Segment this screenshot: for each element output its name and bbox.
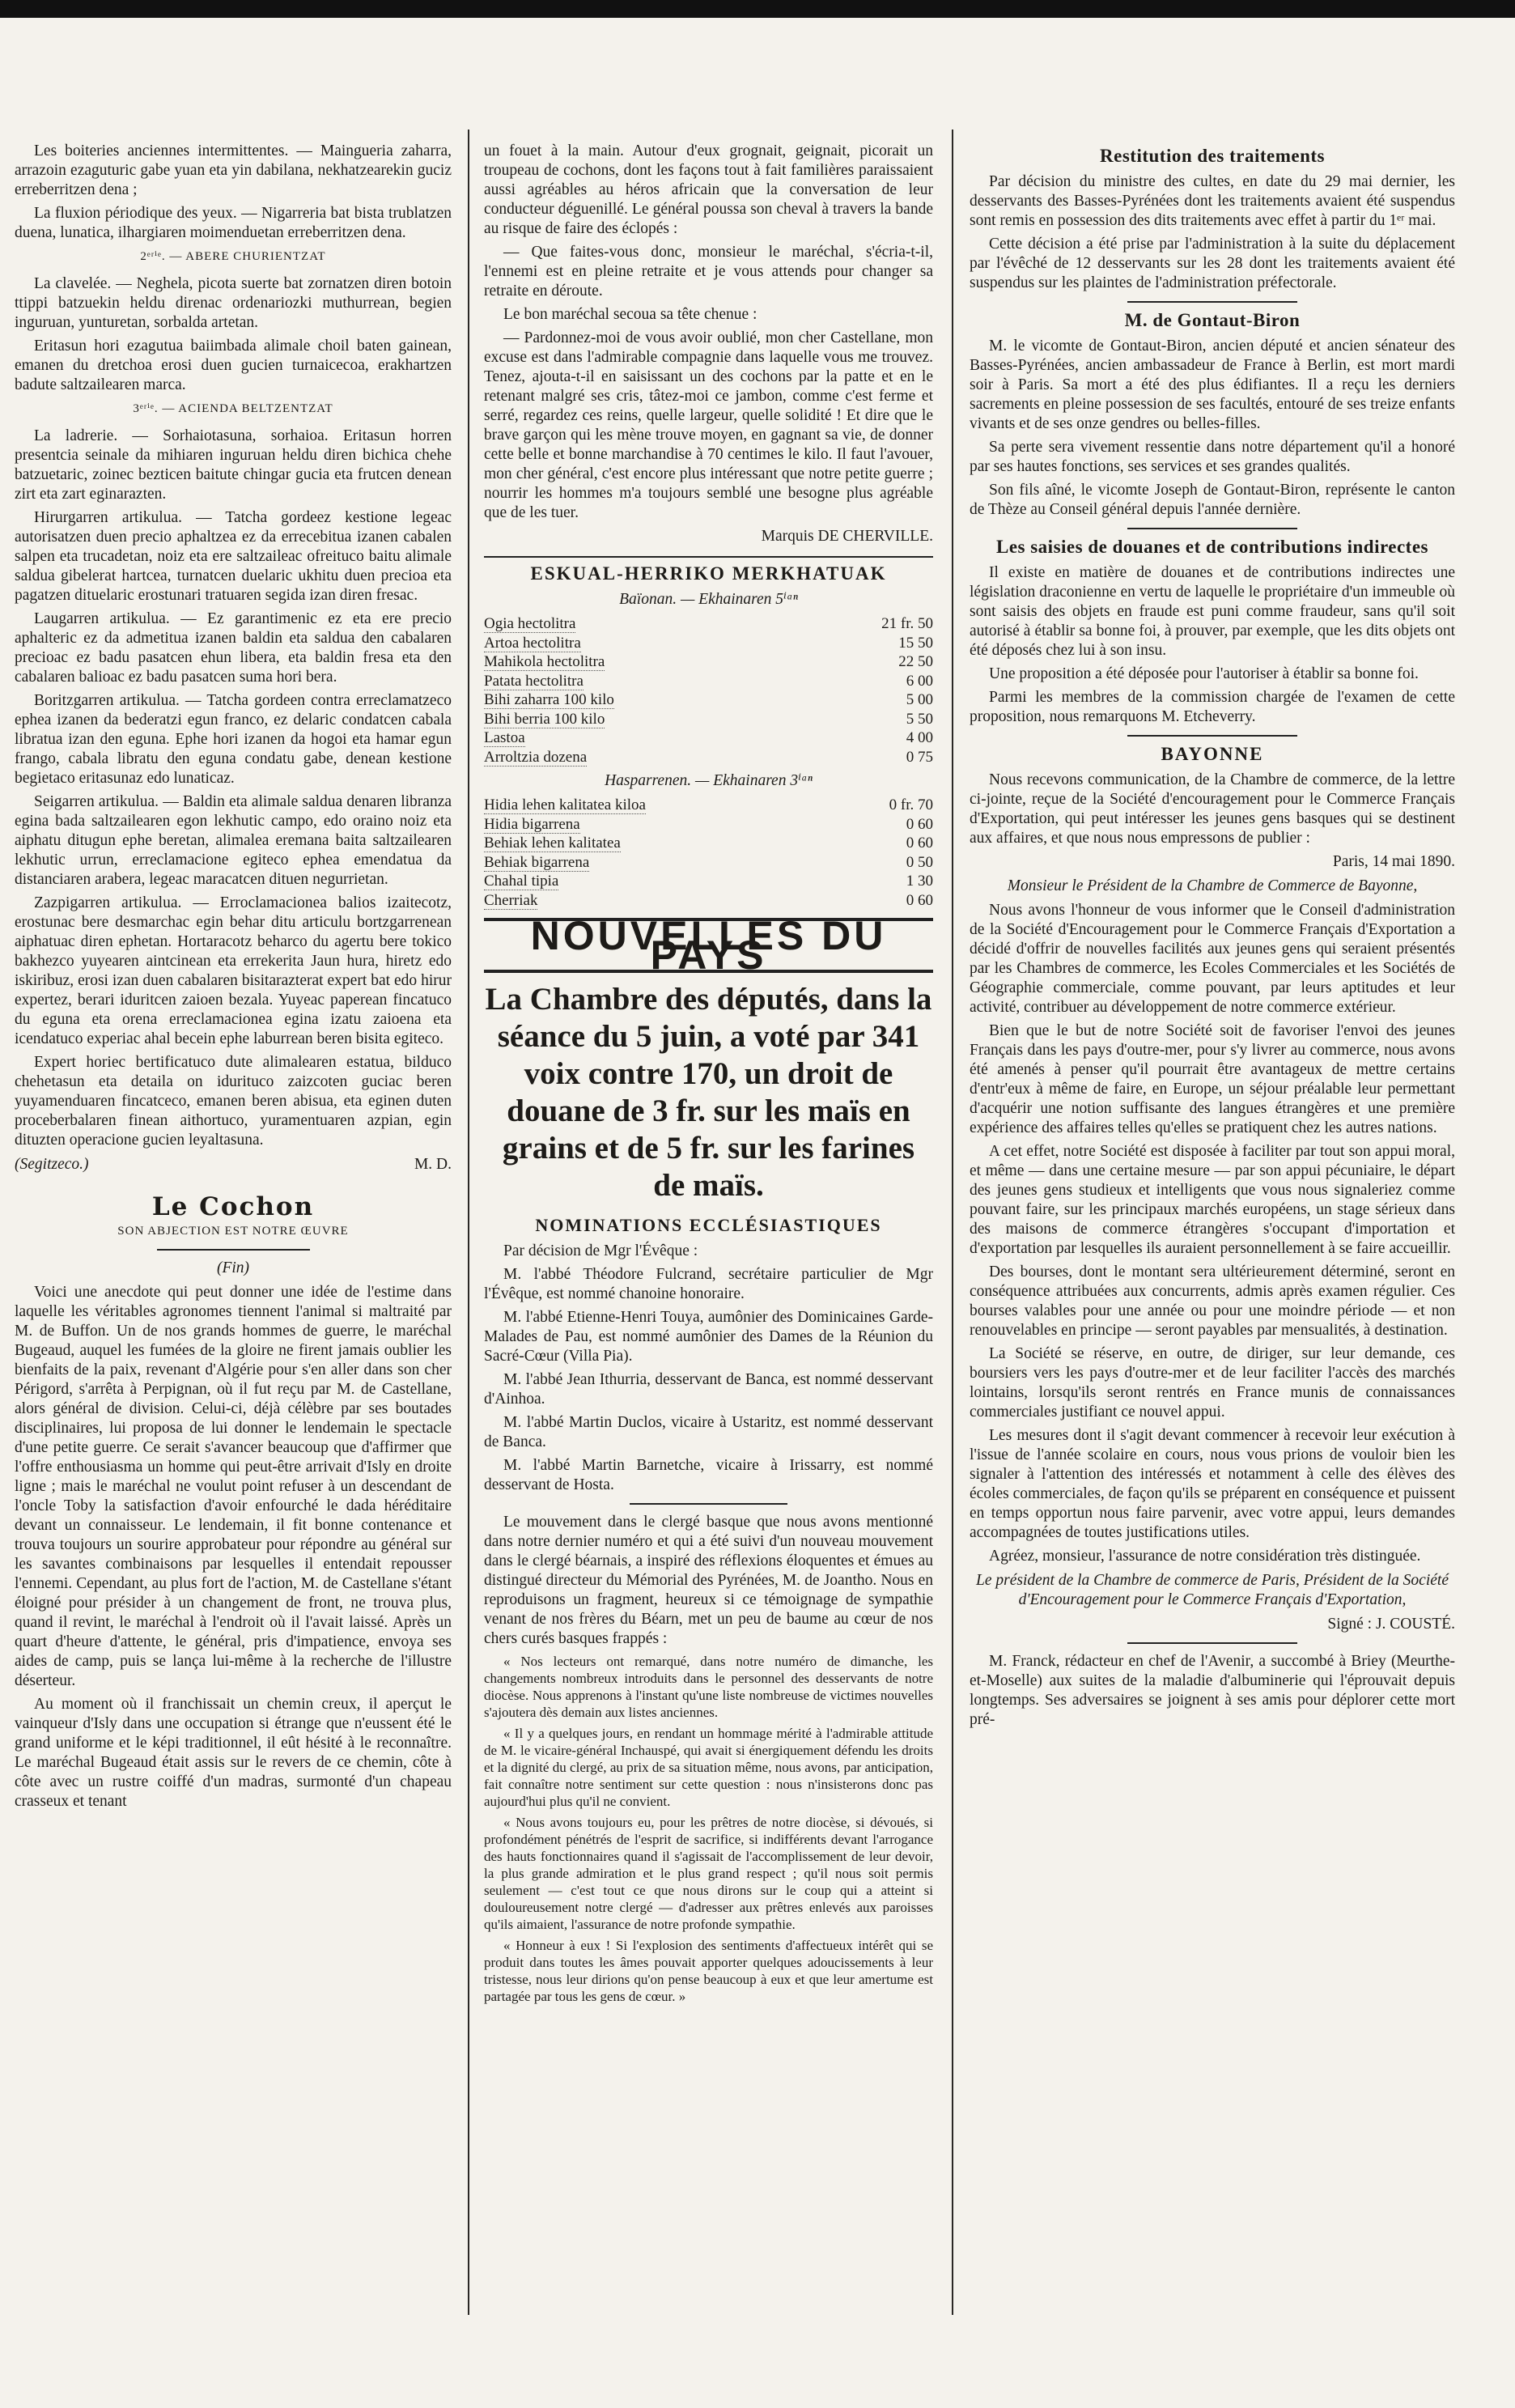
paragraph: M. Franck, rédacteur en chef de l'Avenir, a succombé à Briey (Meurthe-et-Moselle) aux suites de la maladie d'albuminerie qui l'éprouvait depuis longtemps. Ses adversaires se joignent à ses amis pour déplorer cette mort pré- <box>970 1653 1455 1728</box>
divider <box>157 1249 310 1251</box>
market-location-hasparren: Hasparrenen. — Ekhainaren 3ⁱᵃⁿ <box>605 772 813 789</box>
paragraph: Seigarren artikulua. — Baldin eta alimale saldua denaren libranza egina bada saltzailearen egon lekhutic campo, edo oraino noiz eta aiphatu ditugun ephe beretan, alimalea eremana baita saltzailearen lekhutic urrun, erreclamacione egiteco ephea emendatua da distanciaren arabera, legeac maracatcen dituen negurrietan. <box>15 793 452 888</box>
price-item-name: Artoa hectolitra <box>484 634 581 652</box>
price-value: 0 fr. 70 <box>889 796 933 813</box>
nomination-item: M. l'abbé Martin Duclos, vicaire à Ustaritz, est nommé desservant de Banca. <box>484 1414 933 1450</box>
column-rule-left <box>468 130 469 2315</box>
quote-paragraph: « Il y a quelques jours, en rendant un hommage mérité à l'admirable attitude de M. le vicaire-général Inchauspé, qui avait si énergiquement défendu les droits et la dignité du clergé, au prix de sa situation même, nous avons, par anticipation, fait connaître notre sentiment sur cette question : nous n'insisterons donc pas aujourd'hui plus qu'il ne convient. <box>484 1726 933 1809</box>
paragraph: Bien que le but de notre Société soit de favoriser l'envoi des jeunes Français dans les pays d'outre-mer, pour s'y livrer au commerce, nous avons été amenés à penser qu'il pourrait être avantageux de mettre certains d'entr'eux à même de faire, en Europe, un séjour préalable leur permettant d'acquérir une notion suffisante des langues étrangères et une première expérience des affaires telles qu'elles se pratiquent chez les autres nations. <box>970 1022 1455 1136</box>
paragraph: Eritasun hori ezagutua baiimbada alimale choil baten gainean, emanen du dretchoa erosi duen gucien turnaicecoa, erakhartzen badute saltzailearen marca. <box>15 338 452 393</box>
column-3 <box>970 142 1455 1734</box>
paragraph: La fluxion périodique des yeux. — Nigarreria bat bista trublatzen duena, lunatica, ilhargiaren moimenduetan erreberritzen dena. <box>15 205 452 241</box>
price-value: 21 fr. 50 <box>881 615 933 632</box>
paragraph: Le mouvement dans le clergé basque que nous avons mentionné dans notre dernier numéro et qui a été suivi d'un nouveau mouvement dans le clergé béarnais, a inspiré des réflexions éloquentes et émues au distingué directeur du Mémorial des Pyrénées, M. de Joantho. Nous en reproduisons un fragment, heureux si ce témoignage de sympathie venant de nos frères du Béarn, met un peu de baume au cœur de nos chers curés basques frappés : <box>484 1514 933 1647</box>
column-2 <box>484 142 933 2009</box>
paragraph: un fouet à la main. Autour d'eux grognait, geignait, picorait un troupeau de cochons, dont les façons tout à fait familières paraissaient aussi agréables au héros africain que la conversation de leur conducteur déguenillé. Le général poussa son cheval à travers la bande au risque de faire des éclopés : <box>484 142 933 237</box>
column-1 <box>15 142 452 1816</box>
price-item-name: Behiak bigarrena <box>484 853 590 871</box>
nomination-item: M. l'abbé Martin Barnetche, vicaire à Irissarry, est nommé desservant de Hosta. <box>484 1457 933 1493</box>
article-title: Restitution des traitements <box>1100 146 1325 166</box>
section-title: NOUVELLES DU PAYS <box>484 918 933 973</box>
divider <box>630 1503 787 1505</box>
price-value: 6 00 <box>906 672 933 690</box>
paragraph: La clavelée. — Neghela, picota suerte bat zornatzen diren botoin ttippi batzuekin heldu direnac ordenariozki muthurrean, begien inguruan, yunturetan, sorbalda artetan. <box>15 275 452 331</box>
nomination-item: M. l'abbé Etienne-Henri Touya, aumônier des Dominicaines Garde-Malades de Pau, est nommé aumônier des Dames de la Réunion du Sacré-Cœur (Villa Pia). <box>484 1309 933 1365</box>
price-value: 4 00 <box>906 729 933 746</box>
price-item-name: Mahikola hectolitra <box>484 653 605 670</box>
price-row <box>484 815 933 835</box>
price-row <box>484 614 933 634</box>
quote-paragraph: « Honneur à eux ! Si l'explosion des sentiments d'affectueux intérêt qui se produit dans toutes les âmes pouvait apporter quelques adoucissements à leur tristesse, nous leur dirions qu'on pense beaucoup à eux et que leur amertume est partagée par tous les gens de cœur. » <box>484 1938 933 2004</box>
price-item-name: Cherriak <box>484 891 538 909</box>
price-row <box>484 652 933 672</box>
nomination-item: M. l'abbé Jean Ithurria, desservant de Banca, est nommé desservant d'Ainhoa. <box>484 1371 933 1408</box>
letter-date: Paris, 14 mai 1890. <box>1332 853 1455 870</box>
paragraph: — Pardonnez-moi de vous avoir oublié, mon cher Castellane, mon excuse est dans l'admirable compagnie dans laquelle vous me trouvez. Tenez, ajouta-t-il en saisissant un des cochons par la patte et en le retenant malgré ses cris, tâtez-moi ce jambon, comme c'est ferme et serré, regardez ces reins, quelle largeur, quelle solidité ! Et dire que le brave garçon qui les mène trouve moyen, en gagnant sa vie, de donner cette belle et bonne marchandise à 70 centimes le kilo. Il faut l'avouer, mon cher général, c'est encore plus intéressant que notre petite guerre ; nourrir les hommes m'a toujours semblé une besogne plus agréable que de les tuer. <box>484 329 933 521</box>
price-row <box>484 748 933 767</box>
paragraph: Sa perte sera vivement ressentie dans notre département qu'il a honoré par ses hautes fonctions, ses services et ses grandes qualités. <box>970 439 1455 475</box>
paragraph: Les mesures dont il s'agit devant commencer à recevoir leur exécution à l'issue de l'année scolaire en cours, nous vous prions de vouloir bien les signaler à l'attention des intéressés et notamment à celle des élèves des écoles commerciales, de façon qu'ils se préparent en conséquence et puissent en temps opportun nous faire parvenir, avec votre appui, leurs demandes accompagnées de toutes justifications utiles. <box>970 1427 1455 1541</box>
paragraph: Expert horiec bertificatuco dute alimalearen estatua, bilduco chehetasun eta detaila on iduritucо zaizcoten guciac beren yuyamenduaren fincatceco, emanen beren abisua, eta eginen duten proceberbalaren finean aithortuco, yuramentuaren azpian, egin dituzten operacione gucien leyaltasuna. <box>15 1054 452 1149</box>
price-item-name: Lastoa <box>484 729 525 746</box>
market-prices-bayonne <box>484 614 933 767</box>
letter-address: Monsieur le Président de la Chambre de Commerce de Bayonne, <box>1007 877 1418 894</box>
paragraph: Hirurgarren artikulua. — Tatcha gordeez kestione legeac autorisatzen duen precio aphaltzea ez da errecebitua izanen cabalen salpen eta trucadetan, noiz eta ere saltzaileac ofreituco baitu alimale saldua gibelerat hartcea, turnatcen duelaric ukhitu duen precioa eta pagatzen dituelaric erostunari tratuaren segida izan diren fresac. <box>15 509 452 604</box>
price-value: 22 50 <box>898 653 933 670</box>
paragraph: Laugarren artikulua. — Ez garantimenic ez eta ere precio aphalteric ez da admetitua izanen baldin eta saldua den cabalaren precioac ez badu pasatcen ehun libera, eta baldin fresa eta den cabalaren balioac ez badu pasatcen suma hori bera. <box>15 610 452 686</box>
nominations-list <box>484 1265 933 1495</box>
page-top-border <box>0 0 1515 18</box>
price-row <box>484 891 933 911</box>
price-value: 0 50 <box>906 853 933 871</box>
paragraph: Au moment où il franchissait un chemin creux, il aperçut le vainqueur d'Isly dans une occupation si étrange que n'eussent été le grand uniforme et le képi traditionnel, il eût hésité à le reconnaître. Le maréchal Bugeaud était assis sur le revers de ce chemin, côte à côte avec un rustre coiffé d'un madras, surmonté d'un chapeau crasseux et tenant <box>15 1696 452 1810</box>
price-row <box>484 834 933 853</box>
price-item-name: Patata hectolitra <box>484 672 584 690</box>
price-value: 5 00 <box>906 691 933 708</box>
paragraph: Agréez, monsieur, l'assurance de notre considération très distinguée. <box>989 1548 1421 1565</box>
letter-signatory: Le président de la Chambre de commerce de Paris, Président de la Société d'Encouragement pour le Commerce Français d'Exportation, <box>976 1572 1449 1608</box>
price-item-name: Hidia lehen kalitatea kiloa <box>484 796 646 813</box>
paragraph: La Société se réserve, en outre, de diriger, sur leur demande, ces boursiers vers les pays d'outre-mer et de leur faciliter l'accès des marchés lointains, lorsqu'ils seront rentrés en France munis de connaissances commerciales justifiant ce nouvel appui. <box>970 1345 1455 1421</box>
article-title: Les saisies de douanes et de contributions indirectes <box>995 537 1429 557</box>
price-item-name: Bihi zaharra 100 kilo <box>484 691 614 708</box>
price-value: 0 60 <box>906 891 933 909</box>
headline: La Chambre des députés, dans la séance du 5 juin, a voté par 341 voix contre 170, un droit de douane de 3 fr. sur les maïs en grains et de 5 fr. sur les farines de maïs. <box>485 982 932 1203</box>
paragraph: Boritzgarren artikulua. — Tatcha gordeen contra erreclamatzeco ephea izanen da bederatzi egun franco, ez delaric condatcen cabala libratua izan den eguna. Ephe hori izanen da hogoi eta hamar egun frango, cabala libratu den eguna condatu gabe, denean kestione begietaco eritasunaz edo lunaticaz. <box>15 692 452 787</box>
paragraph: Nous recevons communication, de la Chambre de commerce, de la lettre ci-jointe, reçue de la Société d'encouragement pour le Commerce Français d'Exportation, qui peut intéresser les jeunes gens basques qui se destinent aux affaires, et que nous nous empressons de publier : <box>970 771 1455 847</box>
price-row <box>484 690 933 710</box>
section-heading: 3ᵉʳⁱᵉ. — ACIENDA BELTZENTZAT <box>133 402 333 415</box>
price-row <box>484 728 933 748</box>
price-row <box>484 796 933 815</box>
price-row <box>484 710 933 729</box>
price-row <box>484 634 933 653</box>
author-initials: M. D. <box>414 1156 452 1173</box>
letter-signature: Signé : J. COUSTÉ. <box>1327 1616 1455 1633</box>
price-item-name: Arroltzia dozena <box>484 748 588 766</box>
paragraph: — Que faites-vous donc, monsieur le maréchal, s'écria-t-il, l'ennemi est en pleine retraite et je vous attends pour changer sa retraite en déroute. <box>484 244 933 299</box>
paragraph: M. le vicomte de Gontaut-Biron, ancien député et ancien sénateur des Basses-Pyrénées, ancien ambassadeur de France à Berlin, est mort mardi soir à Paris. Sa mort a été des plus édifiantes. Il a reçu les derniers sacrements en pleine possession de ses facultés, entouré de ses treize enfants vivants et de ses onze gendres ou belles-filles. <box>970 338 1455 432</box>
price-value: 1 30 <box>906 873 933 890</box>
price-value: 5 50 <box>906 710 933 728</box>
paragraph: Nous avons l'honneur de vous informer que le Conseil d'administration de la Société d'Encouragement pour le Commerce Français d'Exportation a décidé d'offrir de nouvelles facilités aux jeunes gens qui seraient présentés par les Chambres de commerce, les Ecoles Commerciales et les Sociétés de Géographie commerciale, comme pouvant, par leurs aptitudes et leur activité, contribuer au développement de notre commerce extérieur. <box>970 902 1455 1016</box>
price-item-name: Chahal tipia <box>484 873 559 890</box>
paragraph: Son fils aîné, le vicomte Joseph de Gontaut-Biron, représente le canton de Thèze au Conseil général depuis l'année dernière. <box>970 482 1455 518</box>
price-value: 15 50 <box>898 634 933 652</box>
price-value: 0 75 <box>906 748 933 766</box>
paragraph: Par décision du ministre des cultes, en date du 29 mai dernier, les desservants des Basses-Pyrénées dont les traitements avaient été suspendus sont remis en possession des dits traitements avec effet à partir du 1ᵉʳ mai. <box>970 173 1455 229</box>
quote-paragraph: « Nous avons toujours eu, pour les prêtres de notre diocèse, si dévoués, si profondément pénétrés de l'esprit de sacrifice, si indifférents devant l'arrogance des hauts fonctionnaires quand il s'agissait de l'accomplissement de leur devoir, la plus grande admiration et le plus grand respect ; qu'il nous soit permis seulement — c'est tout ce que nous dirons sur le coup qui a atteint si douloureusement notre clergé — d'adresser aux prêtres enlevés aux paroisses qu'ils aimaient, l'assurance de notre profonde sympathie. <box>484 1815 933 1932</box>
nomination-item: M. l'abbé Théodore Fulcrand, secrétaire particulier de Mgr l'Évêque, est nommé chanoine honoraire. <box>484 1266 933 1302</box>
market-prices-hasparren <box>484 796 933 910</box>
paragraph: La ladrerie. — Sorhaiotasuna, sorhaioa. Eritasun horren presentcia seinale da mihiaren inguruan heldu diren bichica chehe batzuetaric, zoinec bezticen baitute chingar gucia eta frutcen denean zirt eta zart eginarazten. <box>15 427 452 503</box>
divider <box>1127 735 1297 737</box>
divider <box>1127 528 1297 529</box>
paragraph: Le bon maréchal secoua sa tête chenue : <box>503 306 758 323</box>
paragraph: Voici une anecdote qui peut donner une idée de l'estime dans laquelle les véritables agronomes tiennent l'animal si maltraité par M. de Buffon. Un de nos grands hommes de guerre, le maréchal Bugeaud, auquel les fumées de la gloire ne firent jamais oublier les bienfaits de la paix, revenant d'Algérie pour s'en aller dans son cher Périgord, s'arrêta à Perpignan, où il fut reçu par M. de Castellane, alors général de division. Celui-ci, déjà célèbre par ses boutades disciplinaires, lui proposa de lui donner le lendemain le spectacle d'une petite guerre. Ce serait s'avancer beaucoup que d'affirmer que l'offre enthousiasma un homme qui peut-être arrivait d'Isly en droite ligne ; mais le maréchal ne voulut point refuser à un descendant de l'oncle Toby la satisfaction d'avoir enfourché le dada héréditaire devant un connaisseur. Le lendemain, il fit bonne contenance et trouva toujours un sourire approbateur pour répondre au général sur les savantes combinaisons par lesquelles il entendait repousser l'ennemi. Cependant, au plus fort de l'action, M. de Castellane s'étant éloigné pour présider à un changement de front, ne trouva plus, quand il revint, le maréchal à l'endroit où il l'avait laissé. Après un quart d'heure d'attente, le général, pris d'impatience, envoya ses aides de camp, puis se lança lui-même à la recherche de l'illustre déserteur. <box>15 1284 452 1689</box>
market-location-bayonne: Baïonan. — Ekhainaren 5ⁱᵃⁿ <box>619 591 798 608</box>
column-rule-right <box>952 130 953 2315</box>
article-title: Le Cochon <box>151 1192 315 1221</box>
paragraph: Les boiteries anciennes intermittentes. — Maingueria zaharra, arrazoin ezaguturic gabe yuan eta yin dabilana, nekhatzearekin guciz erreberritzen dena ; <box>15 142 452 198</box>
article-signature: Marquis DE CHERVILLE. <box>761 528 933 545</box>
price-value: 0 60 <box>906 835 933 852</box>
divider <box>1127 1642 1297 1644</box>
price-item-name: Bihi berria 100 kilo <box>484 710 605 728</box>
price-item-name: Ogia hectolitra <box>484 615 576 632</box>
price-item-name: Behiak lehen kalitatea <box>484 835 621 852</box>
divider <box>1127 301 1297 303</box>
paragraph: Par décision de Mgr l'Évêque : <box>503 1242 698 1259</box>
price-row <box>484 672 933 691</box>
quote-paragraph: « Nos lecteurs ont remarqué, dans notre numéro de dimanche, les changements nombreux introduits dans le personnel des desservants de notre diocèse. Nous apprenons à l'instant qu'une liste nombreuse de victimes nouvelles s'ajoutera dès demain aux listes anciennes. <box>484 1654 933 1720</box>
paragraph: Cette décision a été prise par l'administration à la suite du déplacement par l'évêché de 12 desservants sur les 28 dont les traitements avaient été suspendus sur les plaintes de l'administration préfectorale. <box>970 236 1455 291</box>
paragraph: Des bourses, dont le montant sera ultérieurement déterminé, seront en conséquence attribuées aux concurrents, admis après examen régulier. Ces bourses valables pour une année ou pour une moindre période — et non renouvelables en principe — seront payables par mensualités, à destination. <box>970 1263 1455 1339</box>
paragraph: Zazpigarren artikulua. — Erroclamacionea balios izaitecotz, erostunac bere desmarchac egin behar ditu articulu bortzgarrenean aiphatuac diren ephetan. Hortaracotz beharco du agertu bere tokico bakhezco yuyearen aintcinean eta errekerita Jaun hura, hiretz edo iskiribuz, erosi izan duen cabalaren bisitarazterat expert bat edo hirur expertez, berari iduritcen zaioen bezala. Yuyeac paperean fincatuco du eguna eta orena erreclamacionea egina izatu zaioena eta icendatuco experiac ahal becein ephe laburrean beren bisita egiteco. <box>15 894 452 1047</box>
to-be-continued: (Segitzeco.) <box>15 1156 89 1173</box>
signature-line <box>15 1155 452 1174</box>
section-heading-bayonne: BAYONNE <box>1161 744 1264 764</box>
price-row <box>484 872 933 891</box>
article-part-label: (Fin) <box>216 1259 250 1276</box>
price-row <box>484 853 933 873</box>
article-subtitle: SON ABJECTION EST NOTRE ŒUVRE <box>117 1225 349 1238</box>
paragraph: Il existe en matière de douanes et de contributions indirectes une législation draconienne en vertu de laquelle le propriétaire d'un immeuble où sont saisis des objets en fraude est puni comme fraudeur, sans qu'il soit autorisé à établir sa bonne foi, à prouver, par exemple, que les dits objets ont été déposés chez lui à son insu. <box>970 564 1455 659</box>
price-item-name: Hidia bigarrena <box>484 815 580 833</box>
paragraph: A cet effet, notre Société est disposée à faciliter par tout son appui moral, et même — dans une certaine mesure — par son appui pécuniaire, le départ des jeunes gens studieux et intelligents que vous nous signaleriez comme pouvant faire, sur les principaux marchés européens, un stage sérieux dans des maisons de commerce étrangères s'occupant d'importation et d'exportation par lesquelles ils auraient personnellement à se faire accueillir. <box>970 1143 1455 1257</box>
article-title: M. de Gontaut-Biron <box>1124 310 1301 330</box>
paragraph: Une proposition a été déposée pour l'autoriser à établir sa bonne foi. <box>989 665 1419 682</box>
section-heading: 2ᵉʳⁱᵉ. — ABERE CHURIENTZAT <box>140 250 326 263</box>
paragraph: Parmi les membres de la commission chargée de l'examen de cette proposition, nous remarquons M. Etcheverry. <box>970 689 1455 725</box>
markets-heading: ESKUAL-HERRIKO MERKHATUAK <box>484 556 933 584</box>
nominations-heading: NOMINATIONS ECCLÉSIASTIQUES <box>535 1215 882 1235</box>
price-value: 0 60 <box>906 815 933 833</box>
